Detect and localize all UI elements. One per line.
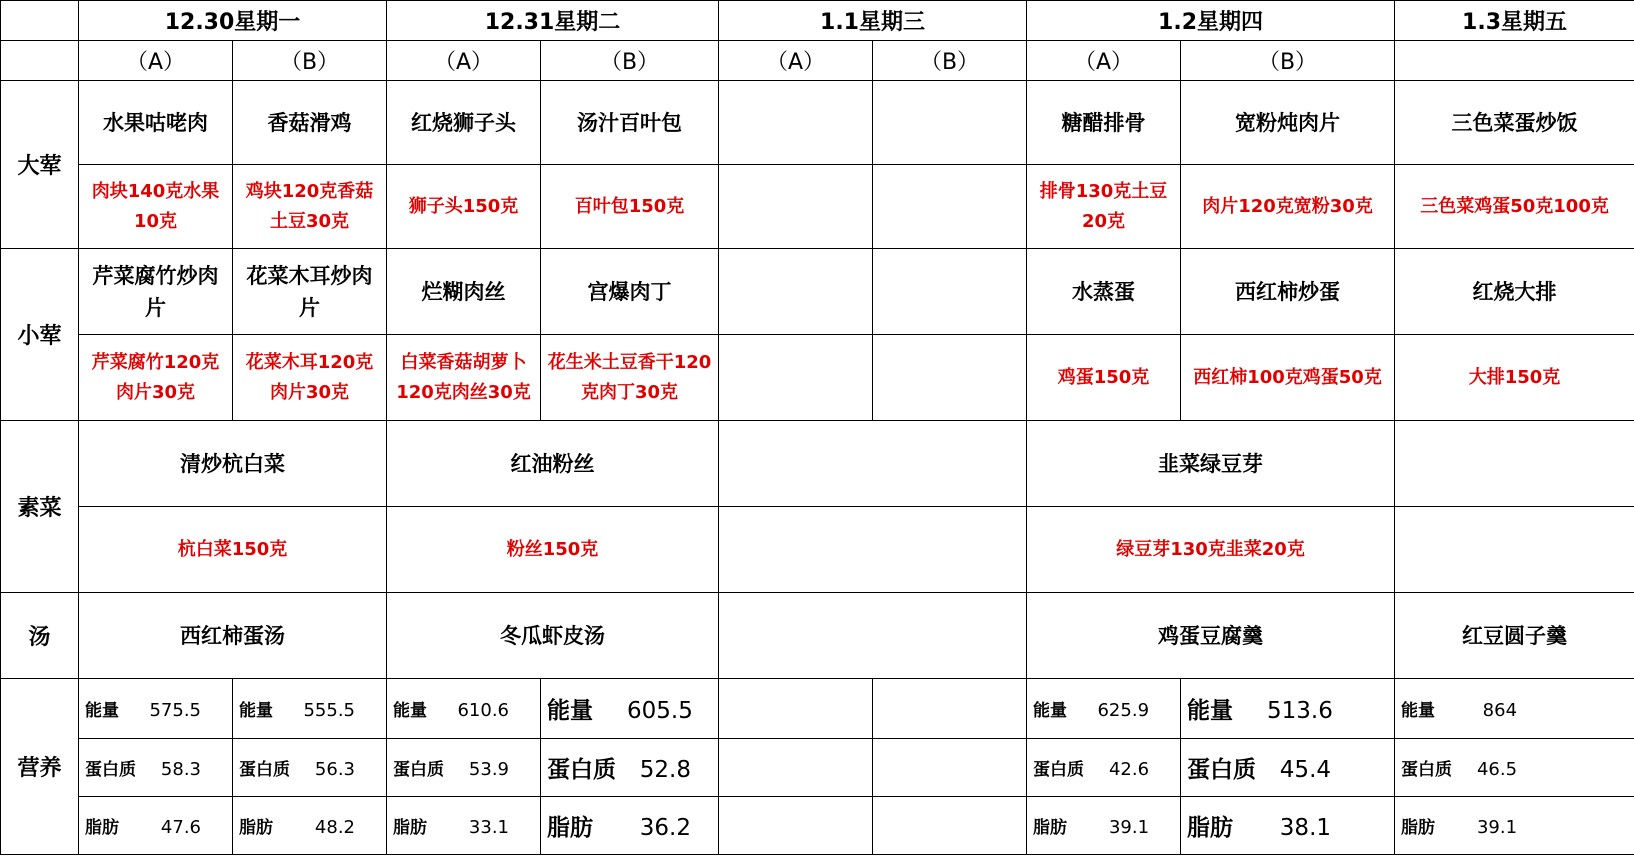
nutrition-cell [233,679,387,739]
protein-label: 蛋白质 [85,760,136,780]
nutrition-cell [387,739,541,797]
dish-name: 水果咕咾肉 [79,81,233,165]
nutrition-cell [1181,797,1395,855]
dish-ingredients: 大排150克 [1395,335,1634,421]
fat-label: 脂肪 [1401,818,1436,838]
dish-name [719,81,873,165]
protein-value: 45.4 [1279,757,1332,783]
nutrition-cell [541,679,719,739]
day-header: 1.2星期四 [1027,1,1395,41]
nutrition-cell [541,739,719,797]
protein-label: 蛋白质 [1187,757,1257,783]
day-header: 12.30星期一 [79,1,387,41]
nutrition-cell [233,797,387,855]
day-header: 1.1星期三 [719,1,1027,41]
protein-label: 蛋白质 [239,760,290,780]
category-main: 大荤 [1,81,79,249]
fat-value: 48.2 [314,817,355,838]
energy-value: 555.5 [303,700,355,721]
dish-ingredients: 鸡块120克香菇土豆30克 [233,165,387,249]
dish-name: 西红柿炒蛋 [1181,249,1395,335]
option-b-label: （B） [1181,41,1395,81]
dish-ingredients [1395,507,1634,593]
dish-ingredients: 白菜香菇胡萝卜120克肉丝30克 [387,335,541,421]
dish-ingredients: 绿豆芽130克韭菜20克 [1027,507,1395,593]
energy-label: 能量 [547,698,593,724]
soup-name [719,593,1027,679]
dish-name: 香菇滑鸡 [233,81,387,165]
soup-row [1,593,1634,679]
energy-label: 能量 [393,701,427,721]
fat-value: 39.1 [1476,817,1518,838]
dish-name: 清炒杭白菜 [79,421,387,507]
nutrition-cell [387,679,541,739]
nutrition-cell [1181,739,1395,797]
dish-name: 宫爆肉丁 [541,249,719,335]
protein-value: 53.9 [468,759,509,780]
day-header: 12.31星期二 [387,1,719,41]
nutrition-cell [1027,679,1181,739]
fat-value: 47.6 [160,817,201,838]
energy-label: 能量 [1033,701,1068,721]
dish-name: 芹菜腐竹炒肉片 [79,249,233,335]
nutrition-cell-empty [719,797,873,855]
dish-ingredients: 粉丝150克 [387,507,719,593]
fat-value: 33.1 [468,817,509,838]
nutrition-cell [79,679,233,739]
main-dish-row [1,81,1634,165]
option-b-label: （B） [873,41,1027,81]
nutrition-cell [1395,797,1634,855]
dish-name: 花菜木耳炒肉片 [233,249,387,335]
fat-value: 39.1 [1108,817,1150,838]
nutrition-protein-row [1,739,1634,797]
protein-label: 蛋白质 [547,757,616,783]
category-veg: 素菜 [1,421,79,593]
category-side: 小荤 [1,249,79,421]
dish-ingredients [719,335,873,421]
dish-ingredients: 花菜木耳120克肉片30克 [233,335,387,421]
fat-label: 脂肪 [547,815,593,841]
protein-value: 42.6 [1108,759,1150,780]
dish-ingredients: 西红柿100克鸡蛋50克 [1181,335,1395,421]
dish-name: 水蒸蛋 [1027,249,1181,335]
energy-value: 610.6 [457,700,509,721]
nutrition-cell-empty [873,739,1027,797]
side-dish-row [1,249,1634,335]
fat-value: 38.1 [1279,815,1332,841]
nutrition-cell [233,739,387,797]
fat-value: 36.2 [639,815,691,841]
nutrition-cell-empty [719,679,873,739]
soup-name: 冬瓜虾皮汤 [387,593,719,679]
dish-name: 烂糊肉丝 [387,249,541,335]
fat-label: 脂肪 [393,818,427,838]
dish-ingredients [719,165,873,249]
nutrition-cell-empty [719,739,873,797]
dish-name [1395,421,1634,507]
energy-label: 能量 [85,701,119,721]
protein-label: 蛋白质 [393,760,444,780]
energy-label: 能量 [1401,701,1436,721]
dish-name: 红烧大排 [1395,249,1634,335]
nutrition-cell [1395,679,1634,739]
nutrition-fat-row [1,797,1634,855]
energy-value: 575.5 [149,700,201,721]
nutrition-cell [1181,679,1395,739]
protein-value: 58.3 [160,759,201,780]
dish-name [719,249,873,335]
dish-ingredients: 花生米土豆香干120克肉丁30克 [541,335,719,421]
category-nutrition: 营养 [1,679,79,855]
nutrition-cell-empty [873,797,1027,855]
dish-ingredients [719,507,1027,593]
dish-ingredients: 杭白菜150克 [79,507,387,593]
day-header-row [1,1,1634,41]
option-empty-cell [1395,41,1634,81]
dish-name [719,421,1027,507]
energy-value: 513.6 [1267,698,1333,724]
dish-name [873,81,1027,165]
dish-ingredients: 芹菜腐竹120克肉片30克 [79,335,233,421]
soup-name: 红豆圆子羹 [1395,593,1634,679]
protein-value: 46.5 [1476,759,1518,780]
corner-cell [1,1,79,41]
nutrition-cell [79,739,233,797]
dish-ingredients: 肉片120克宽粉30克 [1181,165,1395,249]
veg-ingredient-row [1,507,1634,593]
nutrition-cell [1395,739,1634,797]
fat-label: 脂肪 [1187,815,1234,841]
protein-label: 蛋白质 [1033,760,1085,780]
fat-label: 脂肪 [239,818,273,838]
main-ingredient-row [1,165,1634,249]
energy-value: 605.5 [627,698,693,724]
dish-ingredients: 肉块140克水果10克 [79,165,233,249]
option-a-label: （A） [79,41,233,81]
option-b-label: （B） [233,41,387,81]
soup-name: 西红柿蛋汤 [79,593,387,679]
protein-value: 52.8 [639,757,691,783]
dish-name: 宽粉炖肉片 [1181,81,1395,165]
protein-label: 蛋白质 [1401,760,1453,780]
dish-name: 红油粉丝 [387,421,719,507]
soup-name: 鸡蛋豆腐羹 [1027,593,1395,679]
veg-dish-row [1,421,1634,507]
nutrition-cell [79,797,233,855]
energy-label: 能量 [239,701,273,721]
energy-value: 864 [1482,700,1518,721]
nutrition-cell-empty [873,679,1027,739]
dish-ingredients [873,165,1027,249]
option-header-row [1,41,1634,81]
corner-cell [1,41,79,81]
dish-name: 三色菜蛋炒饭 [1395,81,1634,165]
option-a-label: （A） [719,41,873,81]
dish-name: 韭菜绿豆芽 [1027,421,1395,507]
side-ingredient-row [1,335,1634,421]
fat-label: 脂肪 [85,818,119,838]
option-b-label: （B） [541,41,719,81]
protein-value: 56.3 [314,759,355,780]
dish-name: 红烧狮子头 [387,81,541,165]
nutrition-cell [1027,739,1181,797]
day-header: 1.3星期五 [1395,1,1634,41]
dish-ingredients: 百叶包150克 [541,165,719,249]
energy-value: 625.9 [1097,700,1150,721]
dish-ingredients: 鸡蛋150克 [1027,335,1181,421]
option-a-label: （A） [1027,41,1181,81]
category-soup: 汤 [1,593,79,679]
dish-ingredients [873,335,1027,421]
option-a-label: （A） [387,41,541,81]
dish-name [873,249,1027,335]
nutrition-energy-row [1,679,1634,739]
nutrition-cell [387,797,541,855]
energy-label: 能量 [1187,698,1234,724]
dish-ingredients: 三色菜鸡蛋50克100克 [1395,165,1634,249]
dish-name: 汤汁百叶包 [541,81,719,165]
dish-ingredients: 排骨130克土豆20克 [1027,165,1181,249]
dish-name: 糖醋排骨 [1027,81,1181,165]
dish-ingredients: 狮子头150克 [387,165,541,249]
nutrition-cell [541,797,719,855]
nutrition-cell [1027,797,1181,855]
fat-label: 脂肪 [1033,818,1068,838]
